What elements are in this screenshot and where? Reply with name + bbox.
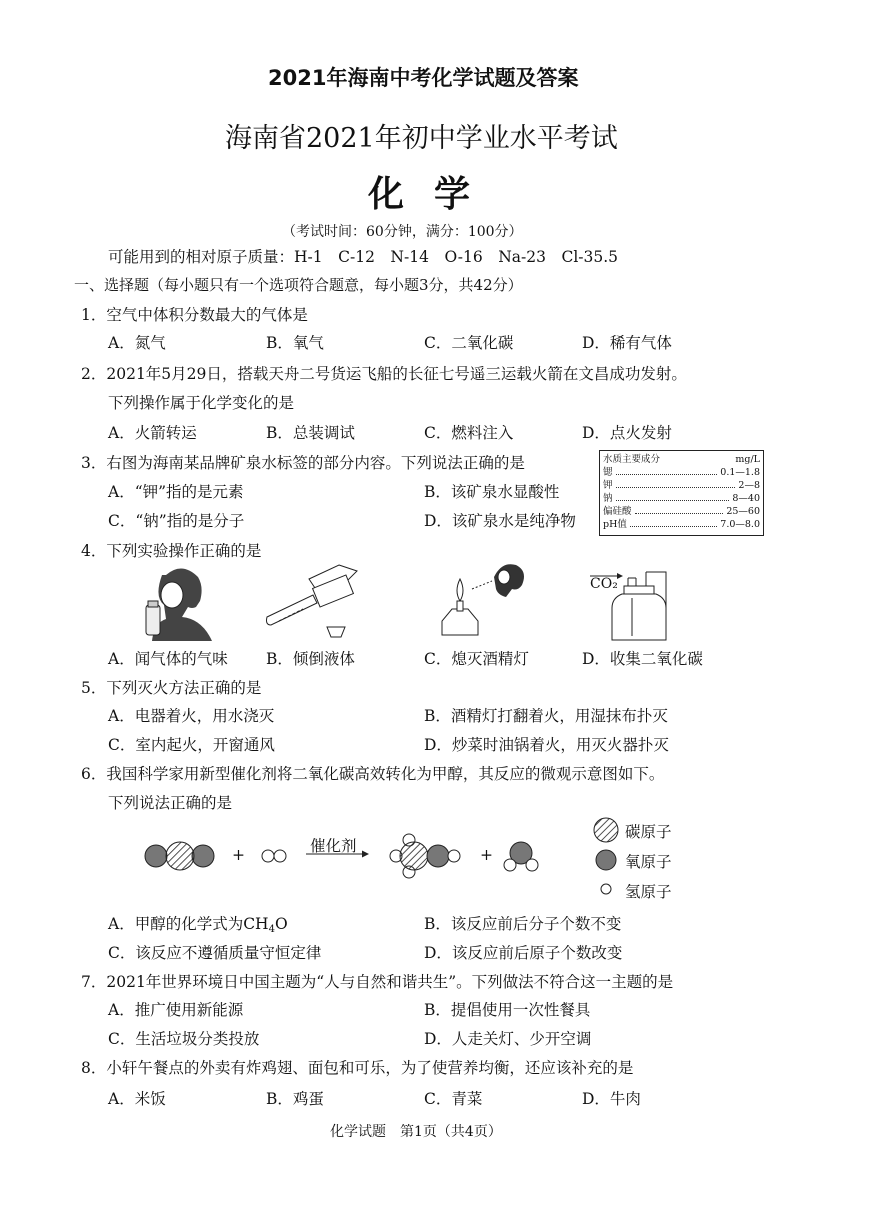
q6-option-c[interactable]: C．该反应不遵循质量守恒定律: [108, 944, 322, 962]
q6-option-a-text: A．甲醇的化学式为CH: [108, 915, 269, 933]
q2-option-b[interactable]: B．总装调试: [266, 424, 355, 442]
question-7-stem: 7．2021年世界环境日中国主题为“人与自然和谐共生”。下列做法不符合这一主题的是: [81, 973, 674, 991]
section-heading: 一、选择题（每小题只有一个选项符合题意，每小题3分，共42分）: [74, 276, 523, 294]
q8-option-d[interactable]: D．牛肉: [582, 1090, 641, 1108]
q6-option-d[interactable]: D．该反应前后原子个数改变: [424, 944, 623, 962]
label-row-value: 2—8: [738, 480, 760, 491]
q8-option-b[interactable]: B．鸡蛋: [266, 1090, 324, 1108]
carbon-atom: [594, 818, 618, 842]
label-row-value: 25—60: [726, 506, 760, 517]
reaction-diagram: [140, 812, 580, 902]
q7-option-a[interactable]: A．推广使用新能源: [108, 1001, 244, 1019]
oxygen-atom: [145, 845, 167, 867]
carbon-atom: [166, 842, 194, 870]
q6-option-a-end: O: [274, 915, 288, 933]
hydrogen-atom: [526, 859, 538, 871]
q4-option-a[interactable]: A．闻气体的气味: [108, 650, 228, 668]
q7-option-b[interactable]: B．提倡使用一次性餐具: [424, 1001, 591, 1019]
oxygen-atom: [427, 845, 449, 867]
label-row-value: 7.0—8.0: [720, 519, 760, 530]
gas-bottle-illustration: [588, 570, 678, 645]
question-8-stem: 8．小轩午餐点的外卖有炸鸡翅、面包和可乐，为了使营养均衡，还应该补充的是: [81, 1059, 634, 1077]
question-6-stem: 6．我国科学家用新型催化剂将二氧化碳高效转化为甲醇，其反应的微观示意图如下。: [81, 765, 665, 783]
label-row-name: 钾: [603, 480, 613, 491]
legend-carbon: 碳原子: [625, 823, 672, 841]
q7-option-d[interactable]: D．人走关灯、少开空调: [424, 1030, 592, 1048]
label-row-name: pH值: [603, 519, 627, 530]
hydrogen-atom: [504, 859, 516, 871]
atom-legend-symbols: [590, 816, 630, 906]
smell-gas-illustration: [136, 561, 216, 641]
label-row: [603, 479, 760, 492]
alcohol-lamp-illustration: [432, 561, 532, 641]
hydrogen-atom: [274, 850, 286, 862]
question-5-stem: 5．下列灭火方法正确的是: [81, 679, 262, 697]
subject-title: 化学: [368, 174, 501, 215]
oxygen-atom: [596, 850, 616, 870]
q7-option-c[interactable]: C．生活垃圾分类投放: [108, 1030, 260, 1048]
q3-option-a[interactable]: A．“钾”指的是元素: [108, 483, 244, 501]
exam-info: （考试时间：60分钟，满分：100分）: [282, 224, 523, 240]
oxygen-atom: [192, 845, 214, 867]
q6-option-b[interactable]: B．该反应前后分子个数不变: [424, 915, 622, 933]
question-3-stem: 3．右图为海南某品牌矿泉水标签的部分内容。下列说法正确的是: [81, 454, 525, 472]
q1-option-d[interactable]: D．稀有气体: [582, 334, 672, 352]
q5-option-b[interactable]: B．酒精灯打翻着火，用湿抹布扑灭: [424, 707, 668, 725]
q3-option-d[interactable]: D．该矿泉水是纯净物: [424, 512, 576, 530]
label-row-value: 8—40: [732, 493, 760, 504]
q2-option-d[interactable]: D．点火发射: [582, 424, 672, 442]
question-4-stem: 4．下列实验操作正确的是: [81, 542, 262, 560]
q2-option-a[interactable]: A．火箭转运: [108, 424, 197, 442]
q1-option-a[interactable]: A．氮气: [108, 334, 166, 352]
q5-option-a[interactable]: A．电器着火，用水浇灭: [108, 707, 275, 725]
q4-option-b[interactable]: B．倾倒液体: [266, 650, 355, 668]
label-row: [603, 466, 760, 479]
q2-option-c[interactable]: C．燃料注入: [424, 424, 514, 442]
mineral-water-label: [599, 450, 764, 536]
label-header: [603, 453, 760, 466]
legend-oxygen: 氧原子: [625, 853, 672, 871]
hydrogen-atom: [262, 850, 274, 862]
label-row: [603, 518, 760, 531]
q5-option-d[interactable]: D．炒菜时油锅着火，用灭火器扑灭: [424, 736, 669, 754]
subscript: 4: [268, 924, 275, 935]
question-6-stem-line2: 下列说法正确的是: [108, 794, 233, 812]
legend-hydrogen: 氢原子: [625, 883, 672, 901]
plus-sign: +: [232, 846, 245, 864]
co2-label: CO₂: [590, 576, 618, 592]
question-2-stem: 2．2021年5月29日，搭载天舟二号货运飞船的长征七号遥三运载火箭在文昌成功发射。: [81, 365, 687, 383]
q5-option-c[interactable]: C．室内起火，开窗通风: [108, 736, 275, 754]
label-row-name: 钠: [603, 493, 613, 504]
label-row: [603, 505, 760, 518]
hydrogen-atom: [601, 884, 611, 894]
q3-option-c[interactable]: C．“钠”指的是分子: [108, 512, 245, 530]
label-row-value: 0.1—1.8: [720, 467, 760, 478]
label-row: [603, 492, 760, 505]
label-row-name: 偏硅酸: [603, 506, 632, 517]
plus-sign: +: [480, 846, 493, 864]
question-2-stem-line2: 下列操作属于化学变化的是: [108, 394, 295, 412]
pour-liquid-illustration: [265, 561, 365, 641]
q8-option-c[interactable]: C．青菜: [424, 1090, 483, 1108]
label-header-left: 水质主要成分: [603, 454, 661, 465]
label-row-name: 锶: [603, 467, 613, 478]
catalyst-label: 催化剂: [310, 837, 357, 855]
label-header-right: mg/L: [735, 454, 760, 465]
page-footer: 化学试题 第1页（共4页）: [330, 1124, 502, 1140]
q3-option-b[interactable]: B．该矿泉水显酸性: [424, 483, 560, 501]
exam-title: 海南省2021年初中学业水平考试: [225, 123, 618, 154]
hydrogen-atom: [448, 850, 460, 862]
q6-option-a[interactable]: [108, 912, 288, 935]
q4-option-d[interactable]: D．收集二氧化碳: [582, 650, 703, 668]
q8-option-a[interactable]: A．米饭: [108, 1090, 166, 1108]
atomic-masses: 可能用到的相对原子质量：H-1 C-12 N-14 O-16 Na-23 Cl-35.5: [108, 248, 619, 266]
q4-option-c[interactable]: C．熄灭酒精灯: [424, 650, 529, 668]
carbon-atom: [400, 842, 428, 870]
question-1-stem: 1．空气中体积分数最大的气体是: [81, 306, 308, 324]
q1-option-b[interactable]: B．氧气: [266, 334, 324, 352]
q1-option-c[interactable]: C．二氧化碳: [424, 334, 514, 352]
document-title: 2021年海南中考化学试题及答案: [268, 66, 579, 90]
